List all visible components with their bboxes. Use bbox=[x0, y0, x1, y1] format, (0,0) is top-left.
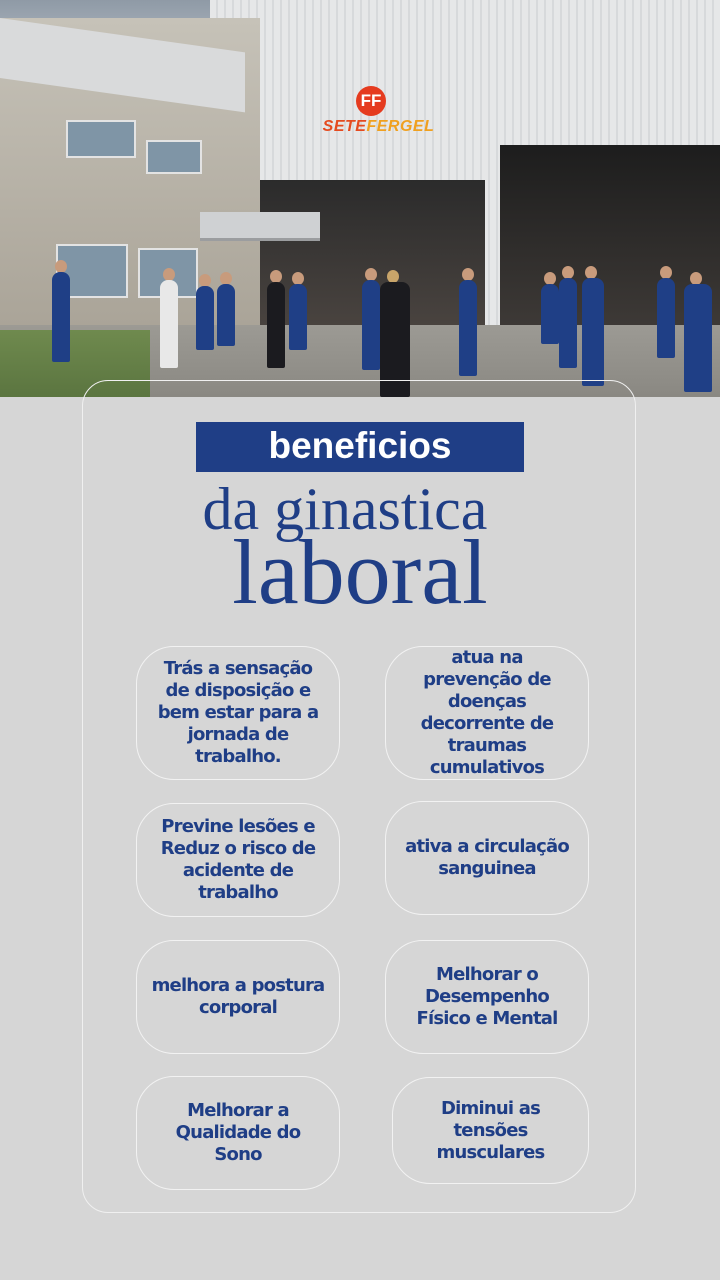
brand-logo bbox=[306, 86, 451, 146]
benefit-text: Melhorar a Qualidade do Sono bbox=[175, 1100, 301, 1165]
entrance-awning bbox=[200, 212, 320, 241]
person bbox=[459, 280, 477, 376]
benefit-item bbox=[136, 803, 340, 917]
brand-mark-icon: FF bbox=[356, 86, 386, 116]
benefit-item bbox=[136, 646, 340, 780]
person bbox=[289, 284, 307, 350]
benefit-text: atua na prevenção de doenças decorrente de traumas cumulativos bbox=[420, 647, 554, 778]
benefit-text: Trás a sensação de disposição e bem estar para a jornada de trabalho. bbox=[157, 658, 319, 767]
benefit-text: ativa a circulação sanguinea bbox=[405, 836, 569, 879]
person bbox=[684, 284, 712, 392]
subtitle-line-2: laboral bbox=[232, 521, 488, 623]
person bbox=[160, 280, 178, 368]
benefit-item bbox=[136, 940, 340, 1054]
person bbox=[217, 284, 235, 346]
person bbox=[582, 278, 604, 386]
office-window bbox=[146, 140, 202, 174]
person bbox=[267, 282, 285, 368]
benefit-text: Previne lesões e Reduz o risco de acidente de trabalho bbox=[160, 816, 316, 903]
benefit-item bbox=[392, 1077, 589, 1184]
office-window bbox=[66, 120, 136, 158]
benefit-item bbox=[385, 801, 589, 915]
benefit-text: Diminui as tensões musculares bbox=[436, 1097, 545, 1163]
benefit-text: melhora a postura corporal bbox=[151, 975, 325, 1018]
subtitle-line-1: da ginastica bbox=[202, 476, 488, 542]
benefit-text: Melhorar o Desempenho Físico e Mental bbox=[416, 964, 558, 1029]
page-title: beneficios bbox=[196, 422, 524, 472]
person bbox=[559, 278, 577, 368]
person bbox=[196, 286, 214, 350]
benefit-item bbox=[385, 646, 589, 780]
person bbox=[541, 284, 559, 344]
person bbox=[52, 272, 70, 362]
person bbox=[362, 280, 380, 370]
benefit-item bbox=[136, 1076, 340, 1190]
benefit-item bbox=[385, 940, 589, 1054]
person bbox=[657, 278, 675, 358]
header-photo bbox=[0, 0, 720, 397]
brand-name: SETEFERGEL bbox=[322, 118, 435, 135]
